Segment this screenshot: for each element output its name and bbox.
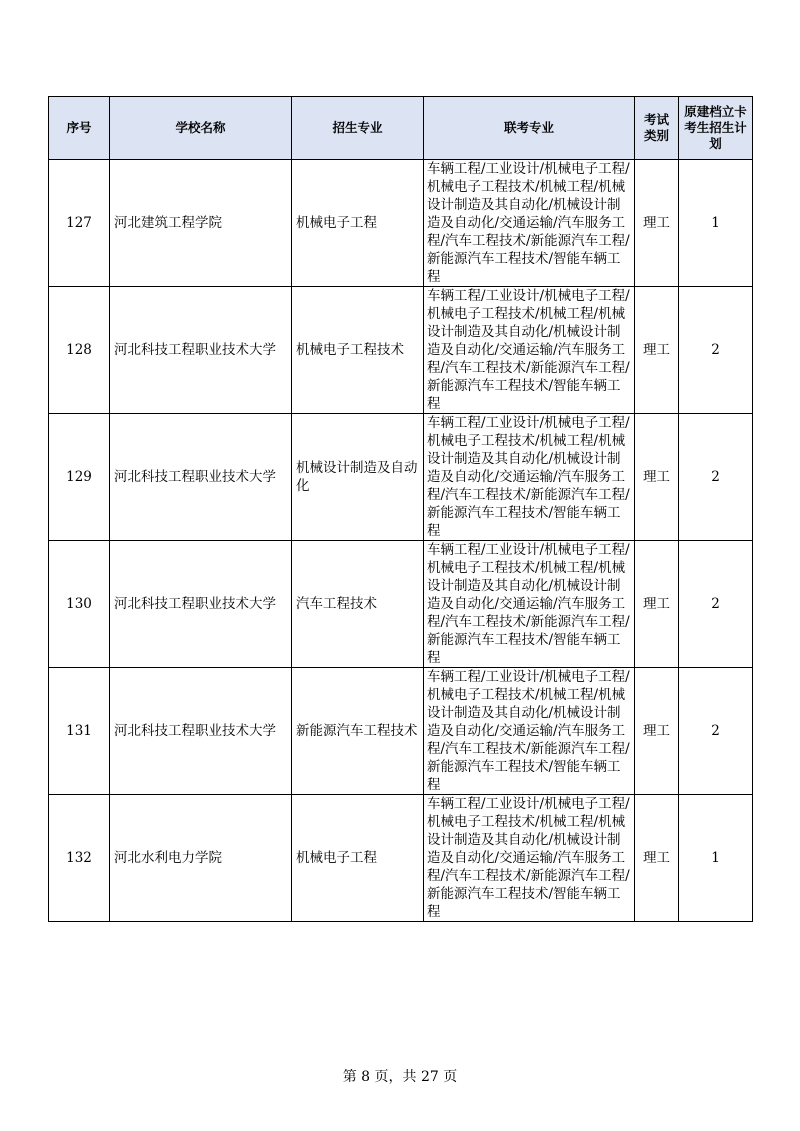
cell-exam-category: 理工 <box>635 795 679 922</box>
cell-plan: 2 <box>679 668 753 795</box>
cell-plan: 2 <box>679 414 753 541</box>
cell-num: 130 <box>49 541 110 668</box>
table-row <box>49 414 753 541</box>
table-row <box>49 287 753 414</box>
cell-exam-category: 理工 <box>635 287 679 414</box>
cell-joint-major: 车辆工程/工业设计/机械电子工程/机械电子工程技术/机械工程/机械设计制造及其自动化/机械设计制造及自动化/交通运输/汽车服务工程/汽车工程技术/新能源汽车工程/新能源汽车工程技术/智能车辆工程 <box>424 160 635 287</box>
header-num: 序号 <box>49 97 110 160</box>
cell-plan: 1 <box>679 160 753 287</box>
cell-school: 河北水利电力学院 <box>110 795 292 922</box>
cell-plan: 1 <box>679 795 753 922</box>
header-plan: 原建档立卡考生招生计划 <box>679 97 753 160</box>
table-header <box>49 97 753 160</box>
table-body <box>49 160 753 922</box>
cell-joint-major: 车辆工程/工业设计/机械电子工程/机械电子工程技术/机械工程/机械设计制造及其自动化/机械设计制造及自动化/交通运输/汽车服务工程/汽车工程技术/新能源汽车工程/新能源汽车工程技术/智能车辆工程 <box>424 795 635 922</box>
cell-major: 机械电子工程 <box>292 160 424 287</box>
cell-joint-major: 车辆工程/工业设计/机械电子工程/机械电子工程技术/机械工程/机械设计制造及其自动化/机械设计制造及自动化/交通运输/汽车服务工程/汽车工程技术/新能源汽车工程/新能源汽车工程技术/智能车辆工程 <box>424 287 635 414</box>
cell-school: 河北科技工程职业技术大学 <box>110 541 292 668</box>
cell-school: 河北建筑工程学院 <box>110 160 292 287</box>
header-joint-major: 联考专业 <box>424 97 635 160</box>
cell-school: 河北科技工程职业技术大学 <box>110 668 292 795</box>
cell-joint-major: 车辆工程/工业设计/机械电子工程/机械电子工程技术/机械工程/机械设计制造及其自动化/机械设计制造及自动化/交通运输/汽车服务工程/汽车工程技术/新能源汽车工程/新能源汽车工程技术/智能车辆工程 <box>424 541 635 668</box>
admissions-table <box>48 96 753 922</box>
cell-major: 机械设计制造及自动化 <box>292 414 424 541</box>
page-footer: 第 8 页，共 27 页 <box>342 1069 458 1085</box>
header-school: 学校名称 <box>110 97 292 160</box>
cell-joint-major: 车辆工程/工业设计/机械电子工程/机械电子工程技术/机械工程/机械设计制造及其自动化/机械设计制造及自动化/交通运输/汽车服务工程/汽车工程技术/新能源汽车工程/新能源汽车工程技术/智能车辆工程 <box>424 668 635 795</box>
cell-plan: 2 <box>679 541 753 668</box>
cell-school: 河北科技工程职业技术大学 <box>110 414 292 541</box>
cell-major: 新能源汽车工程技术 <box>292 668 424 795</box>
table-row <box>49 668 753 795</box>
cell-exam-category: 理工 <box>635 414 679 541</box>
header-row <box>49 97 753 160</box>
cell-joint-major: 车辆工程/工业设计/机械电子工程/机械电子工程技术/机械工程/机械设计制造及其自动化/机械设计制造及自动化/交通运输/汽车服务工程/汽车工程技术/新能源汽车工程/新能源汽车工程技术/智能车辆工程 <box>424 414 635 541</box>
cell-plan: 2 <box>679 287 753 414</box>
cell-exam-category: 理工 <box>635 541 679 668</box>
cell-num: 128 <box>49 287 110 414</box>
cell-major: 机械电子工程 <box>292 795 424 922</box>
cell-num: 127 <box>49 160 110 287</box>
cell-num: 131 <box>49 668 110 795</box>
cell-major: 汽车工程技术 <box>292 541 424 668</box>
cell-exam-category: 理工 <box>635 668 679 795</box>
cell-school: 河北科技工程职业技术大学 <box>110 287 292 414</box>
cell-major: 机械电子工程技术 <box>292 287 424 414</box>
cell-num: 132 <box>49 795 110 922</box>
cell-num: 129 <box>49 414 110 541</box>
table-row <box>49 795 753 922</box>
table-row <box>49 160 753 287</box>
header-major: 招生专业 <box>292 97 424 160</box>
header-exam-category: 考试类别 <box>635 97 679 160</box>
cell-exam-category: 理工 <box>635 160 679 287</box>
table-row <box>49 541 753 668</box>
